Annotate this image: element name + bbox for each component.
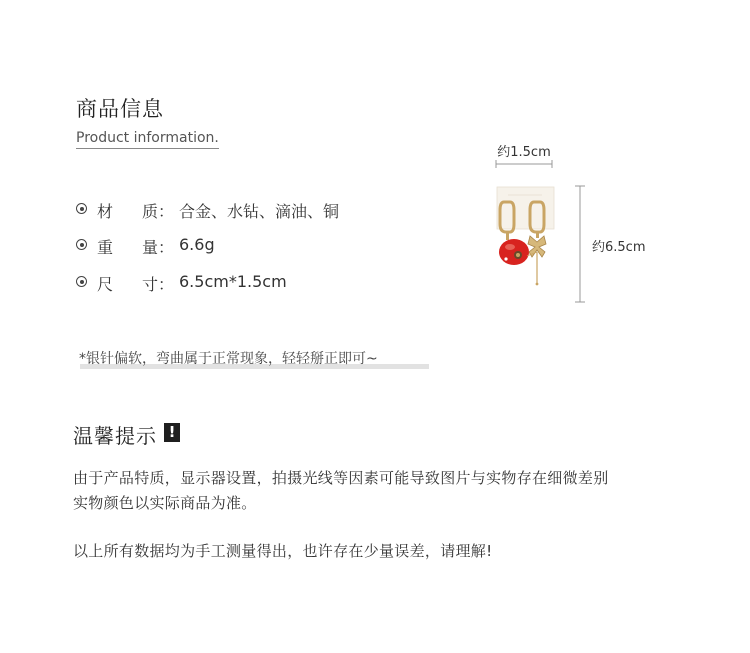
spec-label-char-1: 重: [97, 238, 114, 257]
spec-colon: ：: [158, 202, 175, 221]
charm-gem-center: [516, 253, 520, 257]
tips-paragraph-1: 由于产品特质，显示器设置，拍摄光线等因素可能导致图片与实物存在细微差别: [73, 469, 609, 487]
radio-bullet-icon: [76, 203, 87, 214]
tips-paragraph-2: 实物颜色以实际商品为准。: [73, 494, 257, 512]
spec-value-size: 6.5cm*1.5cm: [179, 272, 287, 291]
spec-label-char-2: 质: [142, 202, 159, 221]
charm-highlight: [505, 244, 515, 250]
spec-value-material: 合金、水钻、滴油、铜: [179, 202, 340, 221]
tips-paragraph-3: 以上所有数据均为手工测量得出，也许存在少量误差，请理解!: [73, 542, 493, 560]
charm-dot: [504, 257, 507, 260]
radio-bullet-icon: [76, 239, 87, 250]
left-connector: [506, 232, 509, 240]
care-note: *银针偏软，弯曲属于正常现象，轻轻掰正即可~: [79, 351, 378, 367]
product-info-title: 商品信息: [76, 97, 164, 121]
dimension-width-label: 约1.5cm: [497, 145, 551, 160]
red-enamel-charm: [499, 239, 529, 265]
spec-label-char-2: 寸: [142, 275, 159, 294]
tips-title: 温馨提示: [73, 424, 157, 448]
product-info-subtitle: Product information.: [76, 130, 219, 149]
spec-colon: ：: [158, 238, 175, 257]
product-image: [470, 140, 670, 315]
spec-label-char-1: 材: [97, 202, 114, 221]
spec-value-weight: 6.6g: [179, 235, 215, 254]
spec-colon: ：: [158, 275, 175, 294]
chain-end-bead: [536, 283, 539, 286]
spec-label-char-2: 量: [142, 238, 159, 257]
exclamation-icon: !: [164, 423, 180, 442]
right-connector: [536, 232, 539, 238]
radio-bullet-icon: [76, 276, 87, 287]
dimension-height-label: 约6.5cm: [592, 240, 646, 255]
spec-label-char-1: 尺: [97, 275, 114, 294]
